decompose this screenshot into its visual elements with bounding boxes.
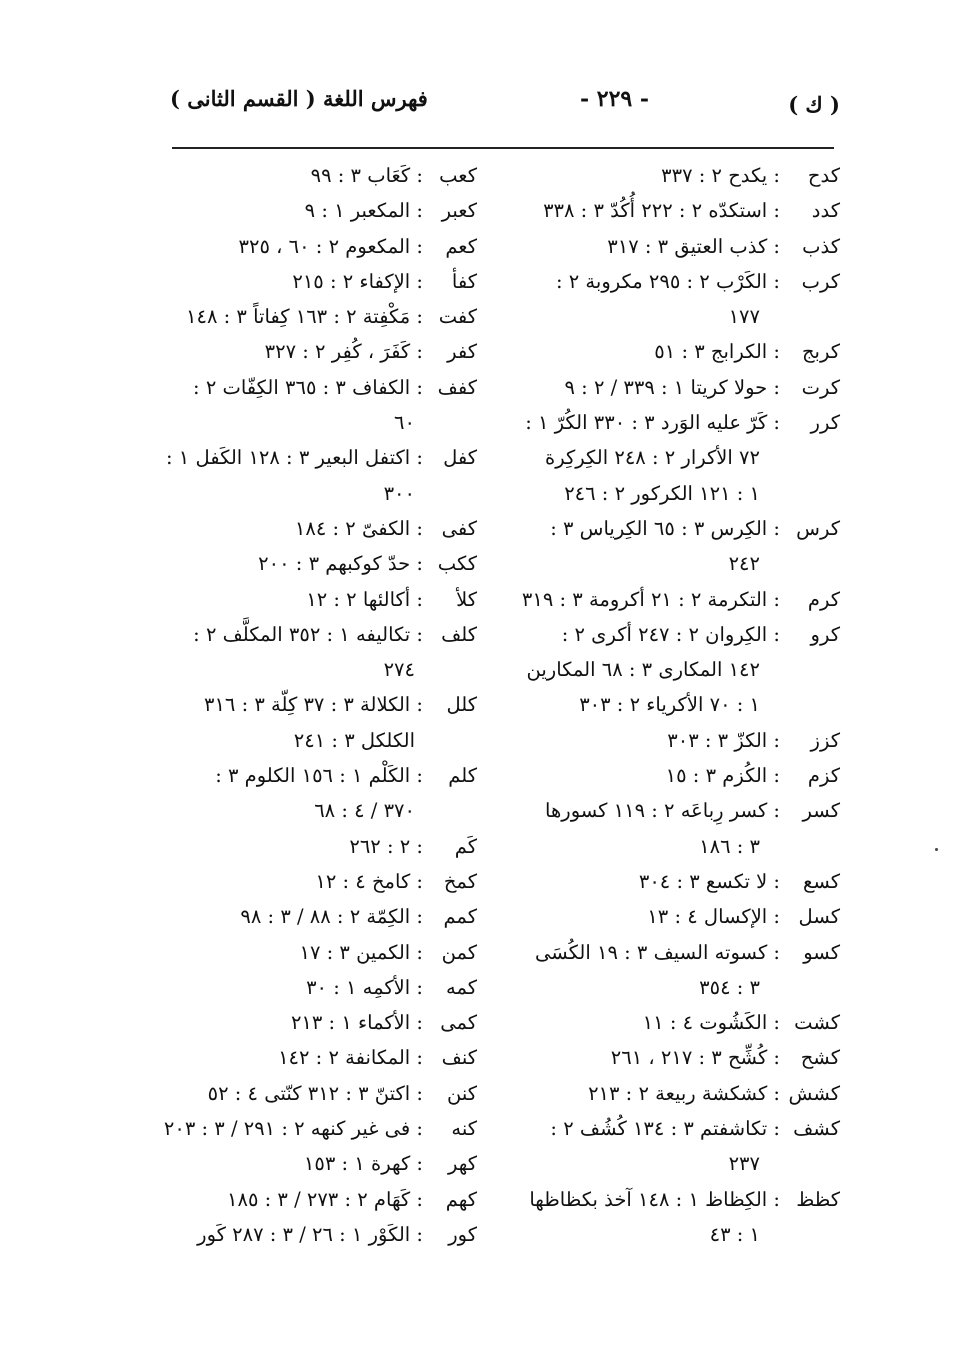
index-entry-continuation bbox=[165, 476, 483, 511]
entry-text: ٧٢ الأكرار ٢ : ٢٤٨ الكِركِرة bbox=[544, 446, 760, 470]
index-entry bbox=[165, 1111, 483, 1146]
index-entry bbox=[165, 1217, 483, 1252]
entry-text: : الكلالة ٣ : ٣٧ كِلّة ٣ : ٣١٦ bbox=[203, 693, 423, 717]
entry-root: كمه bbox=[445, 975, 477, 999]
entry-root: كدح bbox=[807, 164, 840, 187]
entry-text: : ٢ : ٢٦٢ bbox=[349, 834, 423, 858]
entry-root: كنف bbox=[441, 1046, 477, 1070]
entry-text: : كامخ ٤ : ١٢ bbox=[315, 869, 423, 893]
entry-root: ككب bbox=[437, 552, 477, 576]
index-entry-continuation bbox=[510, 1217, 842, 1252]
entry-text: : الكَرْب ٢ : ٢٩٥ مكروبة ٢ : bbox=[555, 269, 780, 293]
index-entry-continuation bbox=[510, 652, 842, 687]
entry-text: : الكَلْم ١ : ١٥٦ الكلوم ٣ : bbox=[215, 764, 423, 788]
entry-text: : الكِرس ٣ : ٦٥ الكِرياس ٣ : bbox=[550, 516, 780, 540]
header-divider bbox=[172, 147, 834, 149]
entry-root: كفأ bbox=[451, 269, 477, 293]
entry-root: كرو bbox=[810, 622, 840, 646]
entry-root: كهم bbox=[445, 1187, 477, 1211]
entry-root: كدد bbox=[811, 199, 840, 223]
index-entry bbox=[165, 582, 483, 617]
entry-text: : التكرمة ٢ : ٢١ أكرومة ٣ : ٣١٩ bbox=[521, 587, 780, 611]
entry-text: : المكعبر ١ : ٩ bbox=[304, 199, 423, 223]
entry-text: : حولا كريتا ١ : ٣٣٩ / ٢ : ٩ bbox=[564, 375, 780, 399]
index-entry bbox=[165, 829, 483, 864]
index-entry-continuation bbox=[165, 793, 483, 828]
speck bbox=[935, 848, 938, 851]
entry-text: : تكاشفتم ٣ : ١٣٤ كُشُف ٢ : bbox=[550, 1117, 780, 1141]
index-entry bbox=[165, 334, 483, 369]
index-entry bbox=[510, 617, 842, 652]
index-entry bbox=[510, 158, 842, 193]
index-entry bbox=[510, 370, 842, 405]
left-column bbox=[165, 158, 483, 1252]
index-entry bbox=[510, 229, 842, 264]
entry-text: : كشكشة ربيعة ٢ : ٢١٣ bbox=[588, 1081, 780, 1105]
entry-text: : الكِظاظ ١ : ١٤٨ آخذ بكظاظها bbox=[529, 1187, 780, 1211]
index-entry-continuation bbox=[165, 652, 483, 687]
entry-text: ٢٤٢ bbox=[728, 552, 760, 576]
entry-root: كفى bbox=[441, 516, 477, 540]
entry-text: ٦٠ bbox=[394, 411, 415, 435]
entry-root: كفل bbox=[443, 446, 477, 470]
index-entry-continuation bbox=[510, 829, 842, 864]
entry-text: ٢٧٤ bbox=[383, 658, 415, 682]
right-column bbox=[510, 158, 842, 1252]
entry-text: : كُشِّح ٣ : ٢١٧ ، ٢٦١ bbox=[610, 1046, 780, 1070]
entry-text: : كهرة ١ : ١٥٣ bbox=[303, 1152, 423, 1176]
index-entry bbox=[510, 405, 842, 440]
entry-root: كور bbox=[448, 1222, 477, 1246]
entry-text: : الكِروان ٢ : ٢٤٧ أكرى ٢ : bbox=[561, 622, 780, 646]
index-entry bbox=[165, 1076, 483, 1111]
index-entry bbox=[165, 970, 483, 1005]
entry-text: : كَهَام ٢ : ٢٧٣ / ٣ : ١٨٥ bbox=[227, 1187, 423, 1211]
entry-text: : الكِمّة ٢ : ٨٨ / ٣ : ٩٨ bbox=[240, 905, 423, 929]
index-entry-continuation bbox=[510, 299, 842, 334]
index-entry bbox=[165, 299, 483, 334]
index-entry bbox=[510, 1111, 842, 1146]
entry-text: : الكزّ ٣ : ٣٠٣ bbox=[667, 728, 780, 752]
entry-root: كمى bbox=[440, 1011, 477, 1035]
index-entry bbox=[510, 864, 842, 899]
index-entry bbox=[510, 935, 842, 970]
index-entry bbox=[165, 935, 483, 970]
index-entry bbox=[510, 723, 842, 758]
index-entry bbox=[510, 793, 842, 828]
entry-root: كنه bbox=[451, 1117, 477, 1141]
entry-text: : اكتفل البعير ٣ : ١٢٨ الكَفل ١ : bbox=[166, 446, 423, 470]
index-entry bbox=[510, 264, 842, 299]
entry-root: كفر bbox=[447, 340, 477, 364]
entry-text: : الكفىّ ٢ : ١٨٤ bbox=[294, 516, 423, 540]
entry-root: كفت bbox=[438, 305, 477, 329]
entry-root: كسع bbox=[802, 869, 840, 893]
index-entry bbox=[510, 1076, 842, 1111]
index-entry bbox=[165, 370, 483, 405]
entry-root: كزز bbox=[810, 728, 840, 752]
entry-text: : حدّ كوكبهم ٣ : ٢٠٠ bbox=[258, 552, 423, 576]
entry-text: : كسر رِباعَه ٢ : ١١٩ كسورها bbox=[545, 799, 780, 823]
entry-text: : الكَوْر ١ : ٢٦ / ٣ : ٢٨٧ كَور bbox=[197, 1222, 423, 1246]
entry-text: : كسوته السيف ٣ : ١٩ الكُسَى bbox=[534, 940, 780, 964]
index-entry bbox=[165, 1005, 483, 1040]
entry-text: : مَكْفِتة ٢ : ١٦٣ كِفاتاً ٣ : ١٤٨ bbox=[186, 305, 423, 329]
entry-text: : كَعَاب ٣ : ٩٩ bbox=[310, 164, 423, 187]
index-entry bbox=[165, 1040, 483, 1075]
entry-root: كسر bbox=[802, 799, 840, 823]
entry-text: : كذب العتيق ٣ : ٣١٧ bbox=[607, 234, 780, 258]
entry-text: : تكاليفه ١ : ٣٥٢ المكلَّف ٢ : bbox=[193, 622, 423, 646]
entry-text: : الكُزم ٣ : ١٥ bbox=[665, 764, 780, 788]
index-entry bbox=[165, 899, 483, 934]
index-entry bbox=[165, 229, 483, 264]
entry-root: كربج bbox=[801, 340, 840, 364]
index-entry bbox=[165, 158, 483, 193]
index-entry bbox=[510, 1005, 842, 1040]
entry-root: كذب bbox=[802, 234, 840, 258]
entry-root: كعبر bbox=[441, 199, 477, 223]
index-entry bbox=[510, 582, 842, 617]
index-entry-continuation bbox=[510, 1146, 842, 1181]
index-entry-continuation bbox=[165, 723, 483, 758]
entry-root: كلف bbox=[441, 622, 477, 646]
entry-text: : لا تكسع ٣ : ٣٠٤ bbox=[638, 869, 780, 893]
entry-root: كعم bbox=[445, 234, 477, 258]
entry-root: كرم bbox=[807, 587, 840, 611]
entry-text: : فى غير كنهه ٢ : ٢٩١ / ٣ : ٢٠٣ bbox=[163, 1117, 423, 1141]
index-entry-continuation bbox=[510, 687, 842, 722]
entry-text: : الأكمِه ١ : ٣٠ bbox=[306, 975, 423, 999]
index-entry bbox=[165, 546, 483, 581]
entry-text: ٣ : ٣٥٤ bbox=[699, 975, 760, 999]
index-entry bbox=[165, 1182, 483, 1217]
index-entry bbox=[510, 193, 842, 228]
entry-text: : أكالئها ٢ : ١٢ bbox=[306, 587, 423, 611]
entry-text: : المكعوم ٢ : ٦٠ ، ٣٢٥ bbox=[238, 234, 423, 258]
entry-root: كشح bbox=[800, 1046, 840, 1070]
index-entry bbox=[165, 440, 483, 475]
entry-root: كلأ bbox=[456, 587, 477, 611]
entry-text: : الكمين ٣ : ١٧ bbox=[299, 940, 423, 964]
section-letter: ( ك ) bbox=[788, 92, 840, 117]
entry-text: الكلكل ٣ : ٢٤١ bbox=[293, 728, 415, 752]
entry-root: كشش bbox=[788, 1081, 840, 1105]
entry-text: ١٤٢ المكارى ٣ : ٦٨ المكارين bbox=[526, 658, 760, 682]
entry-root: كنن bbox=[446, 1081, 477, 1105]
index-entry bbox=[165, 758, 483, 793]
entry-root: كرب bbox=[801, 269, 840, 293]
entry-text: : كَرّ عليه الوَرد ٣ : ٣٣٠ الكُرّ ١ : bbox=[525, 411, 780, 435]
index-entry bbox=[165, 264, 483, 299]
entry-text: : يكدح ٢ : ٣٣٧ bbox=[661, 164, 780, 187]
entry-root: كمخ bbox=[443, 869, 477, 893]
index-entry bbox=[510, 899, 842, 934]
entry-text: : الأكماء ١ : ٢١٣ bbox=[290, 1011, 423, 1035]
index-entry bbox=[510, 758, 842, 793]
entry-text: : استكدّه ٢ : ٢٢٢ أُكُدّ ٣ : ٣٣٨ bbox=[543, 199, 780, 223]
index-entry-continuation bbox=[510, 970, 842, 1005]
index-entry bbox=[165, 617, 483, 652]
entry-text: ١ : ١٢١ الكركور ٢ : ٢٤٦ bbox=[564, 481, 760, 505]
entry-text: : اكتنّ ٣ : ٣١٢ كنّتى ٤ : ٥٢ bbox=[207, 1081, 423, 1105]
entry-root: كشف bbox=[793, 1117, 840, 1141]
entry-root: كلل bbox=[446, 693, 477, 717]
entry-root: كسل bbox=[798, 905, 840, 929]
entry-root: كفف bbox=[437, 375, 477, 399]
entry-text: ٣ : ١٨٦ bbox=[699, 834, 760, 858]
page-header bbox=[150, 82, 850, 122]
entry-root: كَم bbox=[454, 834, 477, 858]
entry-text: : كَفَرَ ، كُفِر ٢ : ٣٢٧ bbox=[264, 340, 423, 364]
index-entry bbox=[510, 1040, 842, 1075]
entry-text: ١٧٧ bbox=[728, 305, 760, 329]
entry-text: : الإكفاء ٢ : ٢١٥ bbox=[292, 269, 423, 293]
entry-root: كشت bbox=[794, 1011, 840, 1035]
entry-root: كمن bbox=[441, 940, 477, 964]
index-entry bbox=[165, 864, 483, 899]
entry-root: كهر bbox=[447, 1152, 477, 1176]
entry-root: كمم bbox=[443, 905, 477, 929]
index-entry bbox=[165, 193, 483, 228]
entry-text: ٢٣٧ bbox=[728, 1152, 760, 1176]
entry-text: ٣٠٠ bbox=[383, 481, 415, 505]
entry-text: : الإكسال ٤ : ١٣ bbox=[647, 905, 780, 929]
index-entry-continuation bbox=[510, 476, 842, 511]
entry-root: كلم bbox=[448, 764, 477, 788]
entry-root: كرس bbox=[796, 516, 840, 540]
entry-root: كسو bbox=[803, 940, 840, 964]
index-entry bbox=[165, 687, 483, 722]
entry-text: ٣٧٠ / ٤ : ٦٨ bbox=[314, 799, 415, 823]
index-entry bbox=[510, 511, 842, 546]
entry-root: كرت bbox=[801, 375, 840, 399]
entry-text: : الكَشُوت ٤ : ١١ bbox=[642, 1011, 780, 1035]
entry-text: ١ : ٧٠ الأكرياء ٢ : ٣٠٣ bbox=[579, 693, 760, 717]
index-entry bbox=[510, 1182, 842, 1217]
entry-root: كزم bbox=[807, 764, 840, 788]
index-entry bbox=[510, 334, 842, 369]
entry-text: : الكرابج ٣ : ٥١ bbox=[654, 340, 780, 364]
entry-root: كعب bbox=[439, 164, 477, 187]
entry-text: : الكفاف ٣ : ٣٦٥ الكِفّات ٢ : bbox=[193, 375, 423, 399]
entry-text: : المكانفة ٢ : ١٤٢ bbox=[278, 1046, 423, 1070]
index-entry-continuation bbox=[510, 440, 842, 475]
index-entry bbox=[165, 511, 483, 546]
section-title: فهرس اللغة ( القسم الثانى ) bbox=[170, 86, 428, 111]
entry-text: ١ : ٤٣ bbox=[709, 1222, 760, 1246]
entry-root: كظظ bbox=[796, 1187, 840, 1211]
index-entry-continuation bbox=[165, 405, 483, 440]
entry-root: كرر bbox=[810, 411, 840, 435]
index-entry-continuation bbox=[510, 546, 842, 581]
index-entry bbox=[165, 1146, 483, 1181]
page-number: - ٢٢٩ - bbox=[580, 86, 650, 112]
